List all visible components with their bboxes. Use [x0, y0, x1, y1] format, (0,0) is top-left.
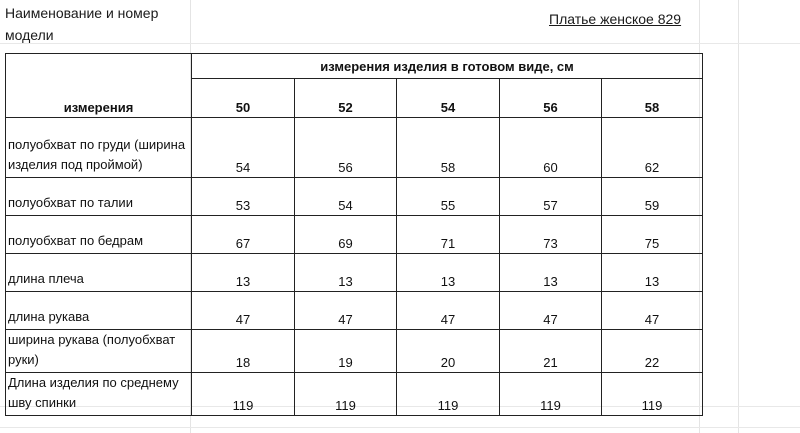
size-header: 54 [397, 79, 500, 118]
grid-line [738, 0, 739, 433]
cell-value: 22 [602, 330, 703, 373]
cell-value: 13 [602, 254, 703, 292]
cell-value: 59 [602, 178, 703, 216]
row-label: полуобхват по талии [6, 178, 192, 216]
cell-value: 119 [500, 373, 602, 416]
size-header: 50 [192, 79, 295, 118]
row-label: длина плеча [6, 254, 192, 292]
cell-value: 21 [500, 330, 602, 373]
cell-value: 13 [500, 254, 602, 292]
table-row [6, 254, 703, 292]
cell-value: 119 [397, 373, 500, 416]
cell-value: 47 [295, 292, 397, 330]
size-header: 56 [500, 79, 602, 118]
cell-value: 54 [192, 118, 295, 178]
measure-header: измерения [6, 54, 192, 118]
cell-value: 67 [192, 216, 295, 254]
cell-value: 75 [602, 216, 703, 254]
cell-value: 60 [500, 118, 602, 178]
cell-value: 73 [500, 216, 602, 254]
table-caption: измерения изделия в готовом виде, см [192, 54, 703, 79]
cell-value: 47 [602, 292, 703, 330]
cell-value: 13 [192, 254, 295, 292]
table-row [6, 292, 703, 330]
table-row [6, 330, 703, 373]
cell-value: 55 [397, 178, 500, 216]
table-caption-row [6, 54, 703, 79]
model-name: Платье женское 829 [549, 11, 682, 27]
row-label: длина рукава [6, 292, 192, 330]
cell-value: 47 [192, 292, 295, 330]
table-row [6, 178, 703, 216]
cell-value: 13 [397, 254, 500, 292]
cell-value: 56 [295, 118, 397, 178]
row-label: Длина изделия по среднему шву спинки [6, 373, 192, 416]
cell-value: 47 [397, 292, 500, 330]
row-label: ширина рукава (полуобхват руки) [6, 330, 192, 373]
size-header: 52 [295, 79, 397, 118]
cell-value: 58 [397, 118, 500, 178]
model-caption: Наименование и номер модели [5, 5, 159, 43]
cell-value: 119 [602, 373, 703, 416]
table-row [6, 373, 703, 416]
cell-value: 18 [192, 330, 295, 373]
row-label: полуобхват по груди (ширина изделия под проймой) [6, 118, 192, 178]
cell-value: 47 [500, 292, 602, 330]
cell-value: 71 [397, 216, 500, 254]
cell-value: 119 [295, 373, 397, 416]
cell-value: 13 [295, 254, 397, 292]
cell-value: 19 [295, 330, 397, 373]
table-row [6, 216, 703, 254]
cell-value: 119 [192, 373, 295, 416]
grid-line [0, 427, 800, 428]
cell-value: 62 [602, 118, 703, 178]
cell-value: 57 [500, 178, 602, 216]
size-header: 58 [602, 79, 703, 118]
cell-value: 69 [295, 216, 397, 254]
table-row [6, 118, 703, 178]
cell-value: 53 [192, 178, 295, 216]
row-label: полуобхват по бедрам [6, 216, 192, 254]
cell-value: 20 [397, 330, 500, 373]
cell-value: 54 [295, 178, 397, 216]
size-table [5, 53, 703, 416]
